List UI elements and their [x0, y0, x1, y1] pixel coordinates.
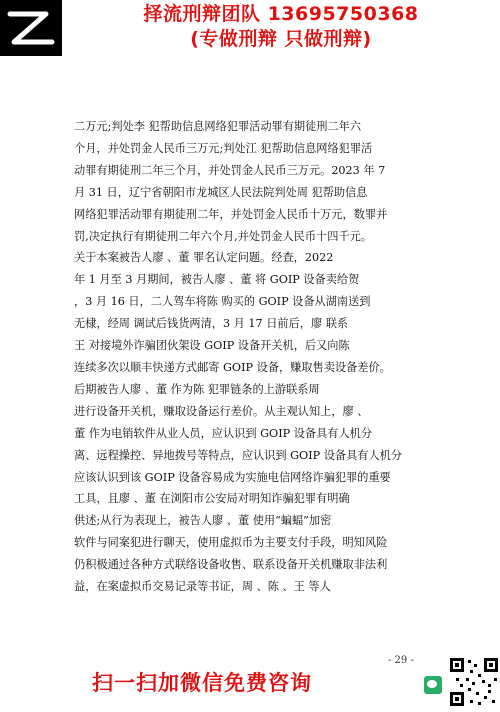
- body-line: 工具，且廖 、董 在浏阳市公安局对明知诈骗犯罪有明确: [74, 492, 350, 506]
- body-line: 关于本案被告人廖 、董 罪名认定问题。经查，2022: [74, 251, 334, 265]
- body-line: 无棣，经周 调试后钱货两清，3 月 17 日前后，廖 联系: [74, 317, 349, 331]
- body-line: ，3 月 16 日，二人驾车将陈 购买的 GOIP 设备从湖南送到: [74, 295, 371, 309]
- body-line: 连续多次以顺丰快递方式邮寄 GOIP 设备，赚取售卖设备差价。: [74, 360, 391, 374]
- body-line: 进行设备开关机，赚取设备运行差价。从主观认知上，廖 、: [74, 404, 369, 418]
- qr-code-icon: [448, 656, 500, 708]
- body-line: 应该认识到该 GOIP 设备容易成为实施电信网络诈骗犯罪的重要: [74, 470, 391, 484]
- body-line: 后期被告人廖 、董 作为陈 犯罪链条的上游联系周: [74, 382, 320, 396]
- banner-title: 择流刑辩团队 13695750368: [143, 3, 419, 25]
- header-banner: [62, 2, 500, 52]
- body-line: 罚,决定执行有期徒刑二年六个月,并处罚金人民币十四千元。: [74, 229, 372, 243]
- banner-subtitle: (专做刑辩 只做刑辩): [190, 28, 372, 50]
- body-line: 月 31 日，辽宁省朝阳市龙城区人民法院判处周 犯帮助信息: [74, 185, 368, 199]
- body-line: 王 对接境外诈骗团伙架设 GOIP 设备开关机，后又向陈: [74, 339, 350, 353]
- body-line: 仍积极通过各种方式联络设备收售、联系设备开关机赚取非法利: [74, 558, 388, 572]
- chat-app-icon: [424, 676, 442, 694]
- body-line: 益，在案虚拟币交易记录等书证，周 、陈 、王 等人: [74, 580, 331, 594]
- body-line: 动罪有期徒刑二年三个月，并处罚金人民币三万元。2023 年 7: [74, 163, 386, 177]
- body-line: 网络犯罪活动罪有期徒刑二年，并处罚金人民币十万元，数罪并: [74, 207, 388, 221]
- page-number: - 29 -: [388, 655, 414, 666]
- body-line: 离、远程操控、异地拨号等特点，应认识到 GOIP 设备具有人机分: [74, 448, 403, 462]
- body-line: 董 作为电销软件从业人员，应认识到 GOIP 设备具有人机分: [74, 426, 373, 440]
- body-line: 软件与同案犯进行聊天，使用虚拟币为主要支付手段，明知风险: [74, 536, 388, 550]
- logo-icon: [0, 0, 62, 56]
- footer-promo: 扫一扫加微信免费咨询: [92, 671, 312, 695]
- body-line: 二万元;判处李 犯帮助信息网络犯罪活动罪有期徒刑二年六: [74, 120, 362, 133]
- body-line: 年 1 月至 3 月期间，被告人廖 、董 将 GOIP 设备卖给贺: [74, 273, 360, 287]
- body-line: 个月，并处罚金人民币三万元;判处江 犯帮助信息网络犯罪活: [74, 141, 373, 155]
- body-line: 供述;从行为表现上，被告人廖 、董 使用“蝙蝠”加密: [74, 514, 332, 528]
- document-body: [74, 116, 432, 598]
